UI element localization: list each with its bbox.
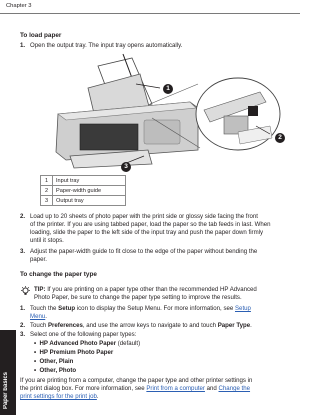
step-number: 1.	[20, 42, 26, 49]
text-line: until it stops.	[30, 237, 64, 244]
computer-printing-note	[20, 377, 298, 401]
step-number: 3.	[20, 331, 26, 338]
setup-menu-link[interactable]: Setup	[234, 305, 251, 312]
paper-type-option: • Other, Plain	[34, 358, 74, 365]
legend-num: 2	[41, 186, 53, 196]
load-step-1-num	[20, 42, 25, 50]
callout-3: 3	[121, 162, 131, 172]
tip-line-2: Photo Paper, be sure to change the paper type setting to improve the results.	[34, 294, 242, 301]
text-line	[34, 286, 296, 294]
setup-menu-link-cont[interactable]: Menu	[30, 313, 46, 320]
change-step-3-num	[20, 331, 25, 339]
change-step-2-text	[30, 322, 298, 330]
text-run: Touch	[30, 322, 47, 329]
change-print-settings-link-cont[interactable]: print settings for the print job	[20, 393, 97, 400]
text-line: Adjust the paper-width guide to fit close to the edge of the paper without bending the	[30, 248, 258, 255]
preferences-term: Preferences	[47, 322, 83, 329]
paper-type-option: • HP Advanced Photo Paper (default)	[34, 340, 141, 347]
option-label: HP Advanced Photo Paper	[39, 340, 117, 347]
text-run: .	[96, 393, 99, 400]
setup-term: Setup	[58, 305, 76, 312]
text-line: paper.	[30, 256, 47, 263]
change-print-settings-link[interactable]: Change the	[218, 385, 251, 392]
load-step-3-text	[30, 248, 298, 264]
legend-row	[41, 176, 126, 186]
legend-row	[41, 196, 126, 206]
step-number: 3.	[20, 248, 26, 255]
printer-illustration	[40, 52, 290, 170]
tip-line-1: If you are printing on a paper type other than the recommended HP Advanced	[47, 286, 257, 293]
change-paper-type-heading: To change the paper type	[20, 271, 97, 278]
side-tab-label: Paper basics	[3, 371, 9, 409]
text-line	[20, 393, 298, 401]
load-paper-heading: To load paper	[20, 32, 62, 39]
load-step-3-num	[20, 248, 25, 256]
text-run: .	[45, 313, 47, 320]
paper-guide-detail-inset	[196, 78, 280, 150]
legend-label: Output tray	[53, 196, 126, 206]
option-label: Other, Plain	[39, 358, 74, 365]
text-run: and	[204, 385, 219, 392]
print-from-computer-link[interactable]: Print from a computer	[146, 385, 205, 392]
legend-label: Paper-width guide	[53, 186, 126, 196]
chapter-header: Chapter 3	[6, 3, 32, 9]
step-number: 1.	[20, 305, 26, 312]
text-line	[30, 305, 298, 313]
header-rule	[0, 13, 300, 14]
text-line	[20, 385, 298, 393]
lcd-screen	[80, 124, 138, 150]
figure-legend-table	[40, 175, 126, 206]
text-run: Touch the	[30, 305, 57, 312]
load-step-2-text	[30, 213, 298, 245]
text-run: .	[250, 322, 252, 329]
text-run: icon to display the Setup Menu. For more information, see	[76, 305, 234, 312]
paper-type-option: • HP Premium Photo Paper	[34, 349, 114, 356]
legend-num: 1	[41, 176, 53, 186]
legend-row	[41, 186, 126, 196]
change-step-1-num	[20, 305, 25, 313]
section-side-tab	[0, 330, 16, 415]
text-line: of the printer. If you are using tabbed paper, load the paper so the tab feeds in last. When	[30, 221, 271, 228]
text-line	[30, 313, 298, 321]
paper-type-option: • Other, Photo	[34, 367, 77, 374]
option-label: Other, Photo	[39, 367, 77, 374]
option-label: HP Premium Photo Paper	[39, 349, 114, 356]
text-run: , and use the arrow keys to navigate to and touch	[82, 322, 217, 329]
legend-num: 3	[41, 196, 53, 206]
text-line: loading, slide the paper to the left side of the input tray and push the paper down firmly	[30, 229, 264, 236]
tip-text	[34, 286, 296, 302]
tip-lightbulb-icon	[20, 286, 31, 297]
change-step-1-text	[30, 305, 298, 321]
text-line: If you are printing from a computer, change the paper type and other printer settings in	[20, 377, 253, 384]
legend-label: Input tray	[53, 176, 126, 186]
callout-2: 2	[275, 133, 285, 143]
paper-type-term: Paper Type	[217, 322, 251, 329]
load-step-1-text: Open the output tray. The input tray opens automatically.	[30, 42, 183, 49]
tip-label: TIP:	[34, 286, 46, 293]
load-step-2-num	[20, 213, 25, 221]
change-step-3-text: Select one of the following paper types:	[30, 331, 137, 338]
text-run: the print dialog box. For more information, see	[20, 385, 145, 392]
step-number: 2.	[20, 213, 26, 220]
callout-1: 1	[163, 84, 173, 94]
step-number: 2.	[20, 322, 26, 329]
option-default-note: (default)	[116, 340, 141, 347]
change-step-2-num	[20, 322, 25, 330]
text-line: Load up to 20 sheets of photo paper with the print side or glossy side facing the front	[30, 213, 258, 220]
